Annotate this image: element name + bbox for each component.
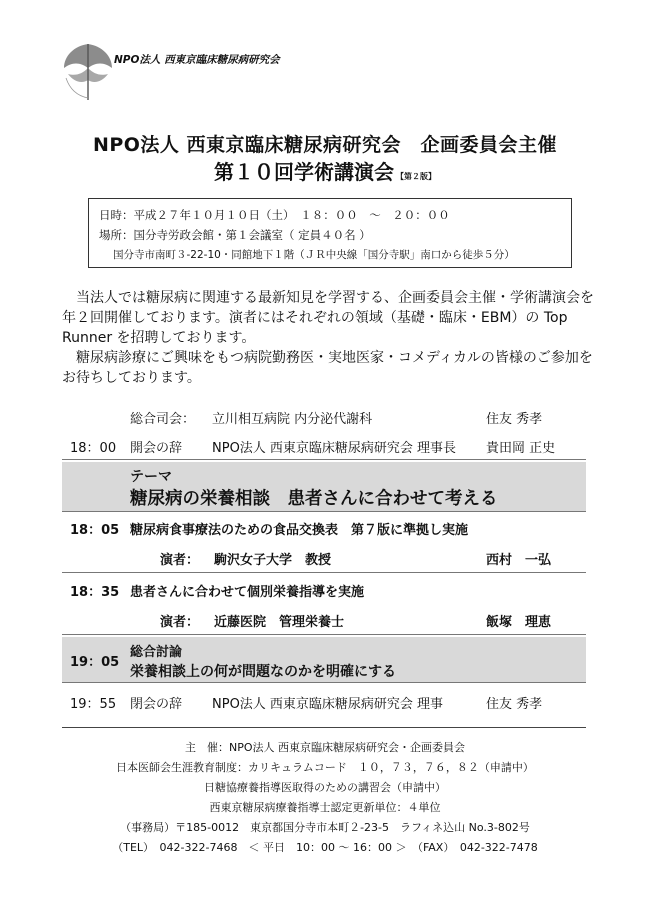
program-row-talk2 — [62, 575, 586, 605]
closing-name: 住友 秀孝 — [486, 697, 543, 712]
closing-affiliation: NPO法人 西東京臨床糖尿病研究会 理事 — [212, 697, 444, 712]
discussion-title: 総合討論 — [130, 645, 183, 660]
talk2-speaker-name: 飯塚 理恵 — [486, 615, 552, 630]
event-title: 第１０回学術講演会 — [214, 160, 394, 184]
program-theme — [62, 462, 586, 512]
program-row-talk2-speaker — [62, 605, 586, 635]
intro-text — [62, 288, 596, 388]
talk2-speaker-label: 演者： — [160, 615, 200, 630]
talk1-speaker-name: 西村 一弘 — [486, 553, 552, 568]
talk2-time: 18：35 — [70, 585, 120, 600]
event-venue: 場所：国分寺労政会館・第１会議室（ 定員４０名 ） — [99, 228, 371, 242]
opening-name: 貴田岡 正史 — [486, 441, 556, 456]
program-row-talk1 — [62, 513, 586, 543]
program-discussion — [62, 637, 586, 683]
moderator-label: 総合司会： — [130, 412, 196, 427]
talk1-speaker-label: 演者： — [160, 553, 200, 568]
logo-org-name: NPO法人 西東京臨床糖尿病研究会 — [114, 54, 280, 66]
closing-label: 閉会の辞 — [130, 697, 183, 712]
event-title-line2 — [0, 156, 650, 185]
program-row-opening — [62, 430, 586, 460]
talk2-title: 患者さんに合わせて個別栄養指導を実施 — [130, 585, 365, 600]
event-title-line1: NPO法人 西東京臨床糖尿病研究会 企画委員会主催 — [92, 134, 558, 156]
talk2-speaker-affiliation: 近藤医院 管理栄養士 — [214, 615, 345, 630]
opening-affiliation: NPO法人 西東京臨床糖尿病研究会 理事長 — [212, 441, 457, 456]
footer-office: （事務局）〒185-0012 東京都国分寺市本町２-23-5 ラフィネ込山 No.3-802号 — [120, 821, 530, 834]
footer-divider — [62, 727, 586, 728]
discussion-time: 19：05 — [70, 655, 120, 670]
program-row-closing — [62, 686, 586, 716]
footer-jsd: 日糖協療養指導医取得のための講習会（申請中） — [204, 781, 446, 794]
talk1-title: 糖尿病食事療法のための食品交換表 第７版に準拠し実施 — [130, 523, 469, 538]
footer-cme: 日本医師会生涯教育制度：カリキュラムコード １０，７３，７６，８２（申請中） — [116, 761, 534, 774]
program-row-moderator — [62, 402, 586, 432]
moderator-affiliation: 立川相互病院 内分泌代謝科 — [212, 412, 373, 427]
footer-credit: 西東京糖尿病療養指導士認定更新単位：４単位 — [209, 801, 441, 814]
theme-label: テーマ — [130, 469, 172, 485]
intro-paragraph-2: 糖尿病診療にご興味をもつ病院勤務医・実地医家・コメディカルの皆様のご参加をお待ちしております。 — [62, 350, 593, 386]
footer-host: 主 催：NPO法人 西東京臨床糖尿病研究会・企画委員会 — [184, 741, 465, 754]
opening-time: 18：00 — [70, 441, 117, 456]
edition-label: 【第２版】 — [396, 172, 436, 181]
opening-label: 開会の辞 — [130, 441, 183, 456]
event-datetime: 日時：平成２７年１０月１０日（土） １８：００ ～ ２０：００ — [99, 208, 450, 222]
talk1-speaker-affiliation: 駒沢女子大学 教授 — [214, 553, 332, 568]
moderator-name: 住友 秀孝 — [486, 412, 543, 427]
footer — [0, 738, 650, 858]
talk1-time: 18：05 — [70, 523, 120, 538]
event-info-box — [88, 198, 572, 268]
discussion-subtitle: 栄養相談上の何が問題なのかを明確にする — [130, 664, 396, 680]
organization-logo — [62, 38, 302, 104]
closing-time: 19：55 — [70, 697, 117, 712]
event-address: 国分寺市南町３-22-10・同館地下１階（ＪＲ中央線「国分寺駅」南口から徒歩５分） — [113, 249, 515, 261]
intro-paragraph-1: 当法人では糖尿病に関連する最新知見を学習する、企画委員会主催・学術講演会を年２回開催しております。演者にはそれぞれの領域（基礎・臨床・EBM）の Top Runner を招聘しております。 — [62, 290, 594, 346]
ginkgo-leaf-icon — [62, 38, 114, 104]
footer-contact: （TEL） 042-322-7468 ＜ 平日 10：00 ～ 16：00 ＞ （FAX） 042-322-7478 — [112, 841, 538, 854]
program-row-talk1-speaker — [62, 543, 586, 573]
theme-title: 糖尿病の栄養相談 患者さんに合わせて考える — [130, 489, 498, 509]
